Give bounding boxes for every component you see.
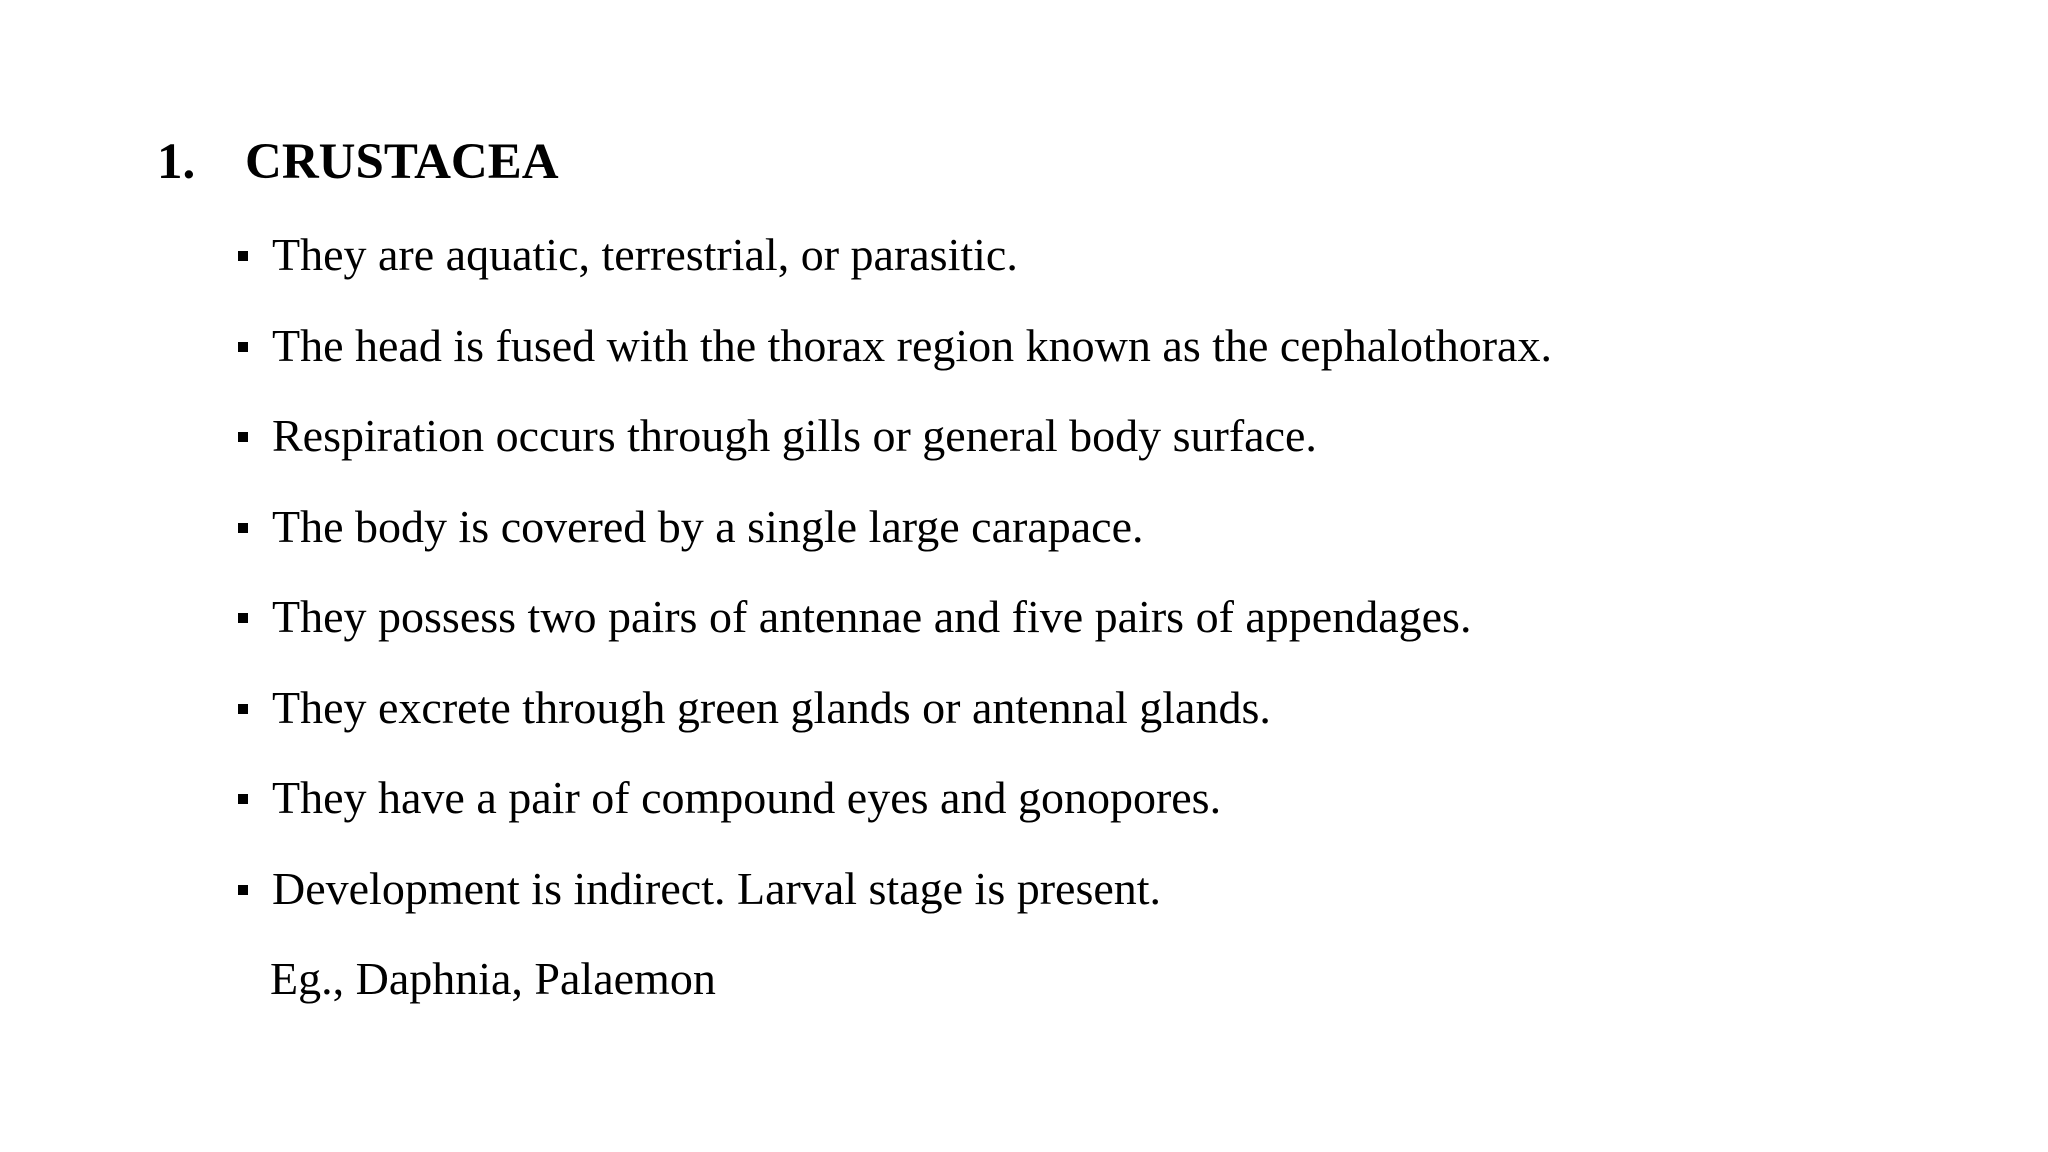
list-item <box>238 311 1552 402</box>
bullet-text: The head is fused with the thorax region known as the cephalothorax. <box>272 319 1552 371</box>
square-bullet-icon <box>238 342 248 352</box>
bullet-text: The body is covered by a single large carapace. <box>272 500 1144 552</box>
bullet-text: Development is indirect. Larval stage is present. <box>272 862 1162 914</box>
list-item <box>238 401 1552 492</box>
list-item <box>238 854 1552 945</box>
square-bullet-icon <box>238 432 248 442</box>
list-item <box>238 763 1552 854</box>
bullet-text: They are aquatic, terrestrial, or parasitic. <box>272 229 1018 280</box>
square-bullet-icon <box>238 613 248 623</box>
list-item <box>238 582 1552 673</box>
list-item <box>238 673 1552 764</box>
square-bullet-icon <box>238 885 248 895</box>
section-heading <box>157 128 559 196</box>
bullet-list <box>238 220 1552 944</box>
square-bullet-icon <box>238 794 248 804</box>
bullet-text: They excrete through green glands or antennal glands. <box>272 681 1271 733</box>
example-text: Eg., Daphnia, Palaemon <box>270 953 716 1004</box>
list-item <box>238 492 1552 583</box>
bullet-text: Respiration occurs through gills or general body surface. <box>272 410 1317 461</box>
square-bullet-icon <box>238 704 248 714</box>
list-item <box>238 220 1552 311</box>
square-bullet-icon <box>238 523 248 533</box>
heading-title: CRUSTACEA <box>245 134 559 190</box>
square-bullet-icon <box>238 251 248 261</box>
bullet-text: They have a pair of compound eyes and gonopores. <box>272 772 1222 823</box>
bullet-text: They possess two pairs of antennae and five pairs of appendages. <box>272 591 1472 642</box>
heading-number: 1. <box>157 134 196 190</box>
